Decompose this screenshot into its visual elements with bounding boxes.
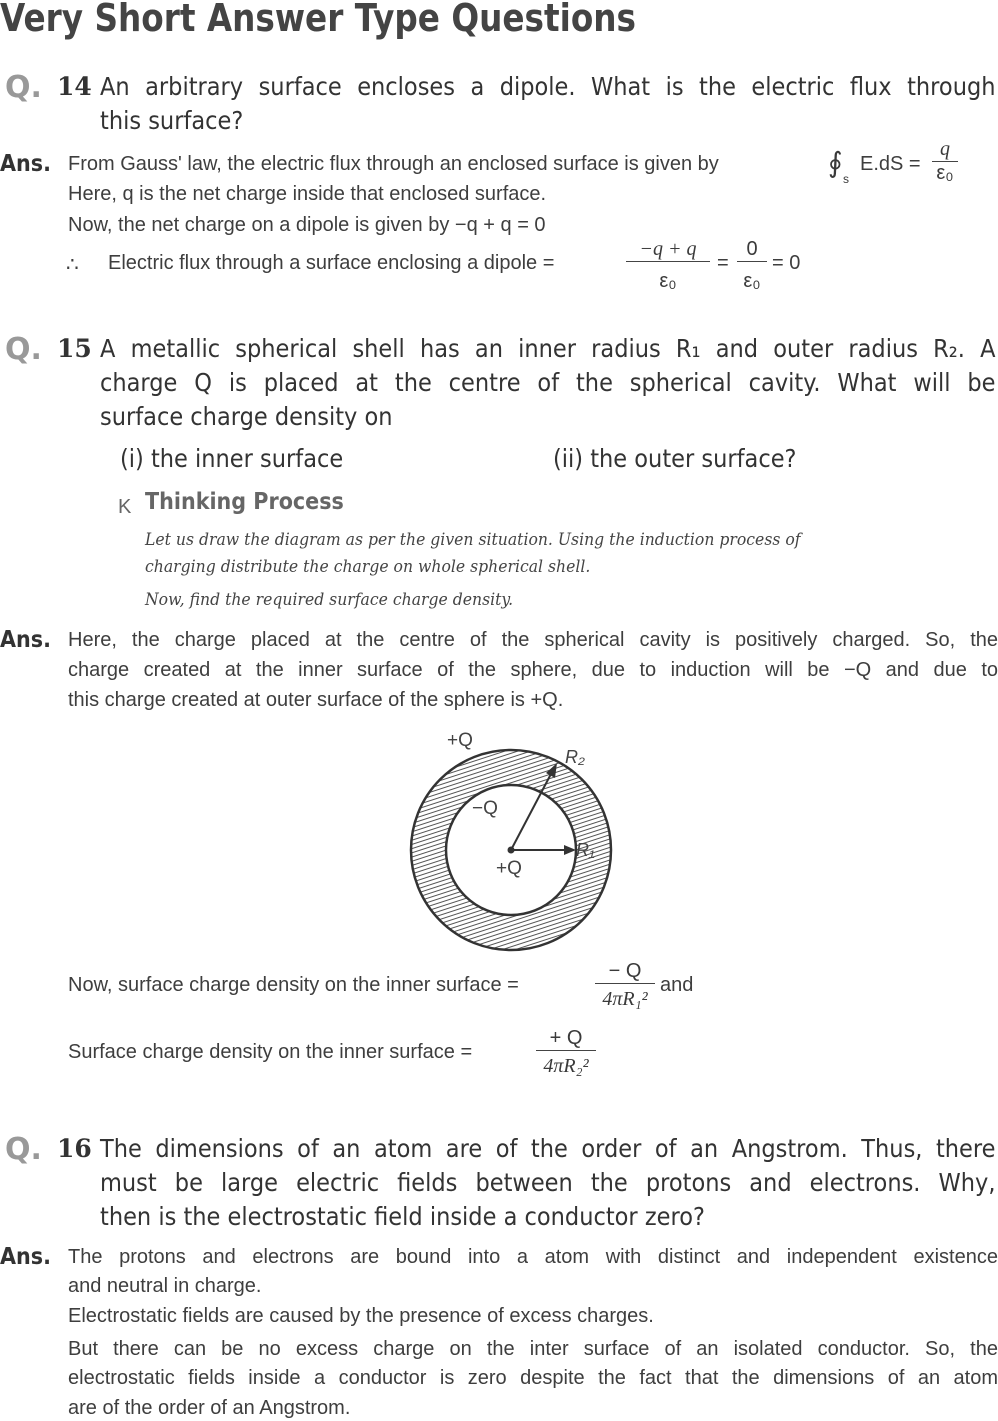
question-text: surface charge density on: [100, 402, 393, 431]
question-text: charge Q is placed at the centre of the spherical cavity. What will be: [100, 368, 996, 397]
thinking-text: Now, find the required surface charge density.: [145, 590, 514, 610]
answer-text: charge created at the inner surface of the sphere, due to induction will be −Q and due to: [68, 659, 998, 681]
question-text: then is the electrostatic field inside a conductor zero?: [100, 1202, 705, 1231]
contour-integral-symbol: ∮: [828, 146, 843, 179]
answer-text: electrostatic fields inside a conductor is zero despite the fact that the dimensions of an atom: [68, 1367, 998, 1389]
thinking-text: Let us draw the diagram as per the given situation. Using the induction process of: [145, 530, 801, 550]
answer-text: and: [660, 974, 694, 996]
answer-text: Here, q is the net charge inside that enclosed surface.: [68, 183, 547, 205]
answer-text: Now, surface charge density on the inner surface =: [68, 974, 519, 996]
numerator: + Q: [536, 1027, 596, 1051]
thinking-process-icon: K: [118, 496, 132, 518]
center-charge-dot: [508, 847, 515, 854]
answer-text: From Gauss' law, the electric flux through an enclosed surface is given by: [68, 153, 719, 175]
answer-text: Now, the net charge on a dipole is given by −q + q = 0: [68, 214, 546, 236]
thinking-process-title: Thinking Process: [145, 489, 344, 515]
denominator: ε₀: [743, 270, 761, 292]
center-charge-label: +Q: [496, 858, 522, 879]
fraction: [536, 1027, 596, 1078]
answer-text: Here, the charge placed at the centre of the spherical cavity is positively charged. So, the: [68, 629, 998, 651]
fraction: [626, 238, 710, 293]
inner-charge-label: −Q: [472, 798, 498, 819]
answer-label: Ans.: [0, 1244, 51, 1270]
question-number: 14: [57, 72, 92, 101]
fraction: [737, 238, 767, 293]
math-expr: =: [717, 252, 729, 274]
math-expr: E.dS =: [860, 153, 921, 175]
question-text: A metallic spherical shell has an inner radius R₁ and outer radius R₂. A: [100, 334, 996, 363]
option-i: (i) the inner surface: [120, 444, 344, 473]
question-text: this surface?: [100, 106, 244, 135]
denominator: ε₀: [936, 162, 954, 184]
answer-text: But there can be no excess charge on the inter surface of an isolated conductor. So, the: [68, 1338, 998, 1360]
numerator: − Q: [595, 960, 655, 984]
therefore-symbol: ∴: [66, 254, 79, 276]
math-expr: = 0: [772, 252, 801, 274]
r1-label: R₁: [576, 840, 595, 860]
question-text: The dimensions of an atom are of the order of an Angstrom. Thus, there: [100, 1134, 996, 1163]
fraction: [595, 960, 655, 1011]
denominator: 4πR₂²: [543, 1055, 589, 1077]
answer-text: The protons and electrons are bound into a atom with distinct and independent existence: [68, 1246, 998, 1268]
section-title: Very Short Answer Type Questions: [0, 0, 637, 40]
fraction: [932, 138, 958, 185]
answer-label: Ans.: [0, 627, 51, 653]
question-icon: Q.: [5, 70, 42, 105]
numerator: 0: [737, 238, 767, 262]
r2-label: R₂: [565, 747, 585, 767]
question-text: must be large electric fields between the protons and electrons. Why,: [100, 1168, 996, 1197]
numerator: q: [932, 138, 958, 162]
numerator: −q + q: [626, 238, 710, 262]
thinking-text: charging distribute the charge on whole spherical shell.: [145, 557, 591, 577]
answer-text: Electrostatic fields are caused by the presence of excess charges.: [68, 1305, 654, 1327]
question-number: 16: [57, 1134, 92, 1163]
denominator: 4πR₁²: [602, 988, 648, 1010]
denominator: ε₀: [659, 270, 677, 292]
answer-text: are of the order of an Angstrom.: [68, 1397, 351, 1419]
spherical-shell-diagram: [400, 720, 630, 960]
question-number: 15: [57, 334, 92, 363]
answer-text: this charge created at outer surface of the sphere is +Q.: [68, 689, 564, 711]
answer-label: Ans.: [0, 151, 51, 177]
question-icon: Q.: [5, 332, 42, 367]
answer-text: Electric flux through a surface enclosing a dipole =: [108, 252, 555, 274]
outer-charge-label: +Q: [447, 730, 473, 751]
integral-subscript: s: [843, 172, 849, 186]
question-icon: Q.: [5, 1132, 42, 1167]
question-text: An arbitrary surface encloses a dipole. What is the electric flux through: [100, 72, 996, 101]
answer-text: and neutral in charge.: [68, 1275, 262, 1297]
option-ii: (ii) the outer surface?: [553, 444, 797, 473]
answer-text: Surface charge density on the inner surface =: [68, 1041, 473, 1063]
